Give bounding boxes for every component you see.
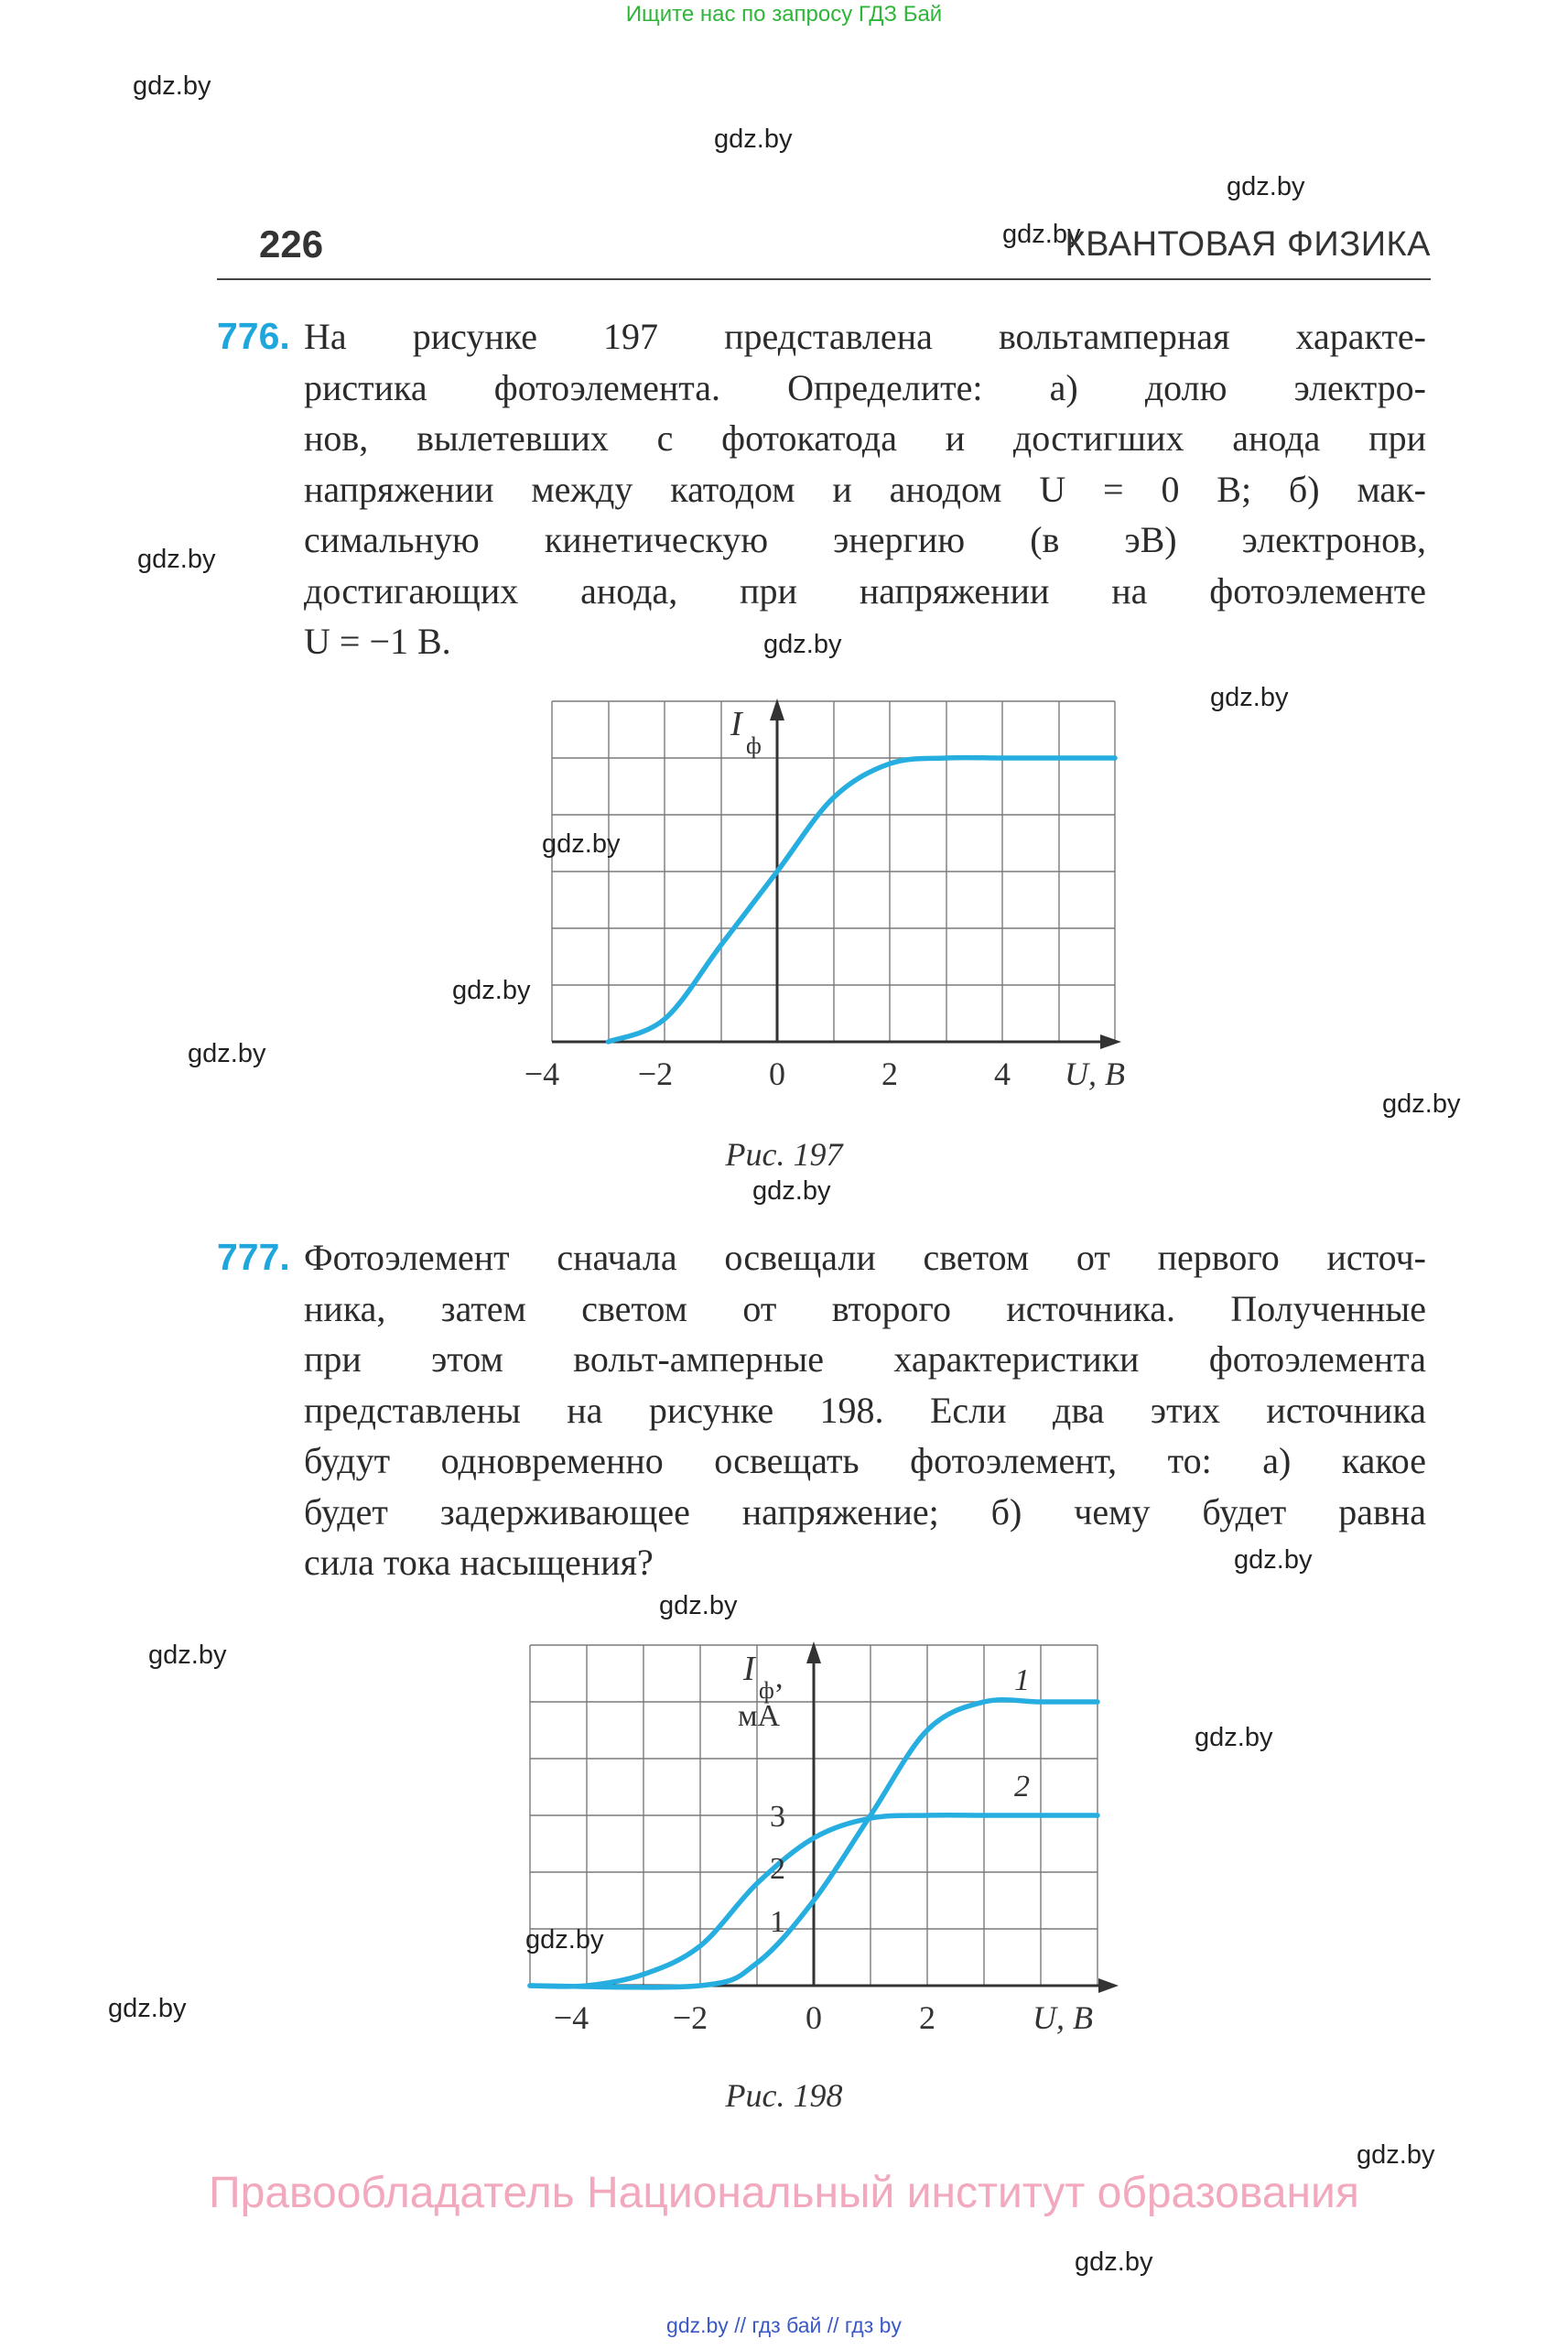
tick-label: 4 — [994, 1056, 1011, 1092]
text-line: будет задерживающее напряжение; б) чему будет равна — [304, 1490, 1426, 1532]
tick-label: −2 — [637, 1056, 674, 1092]
figure-198-caption: Рис. 198 — [725, 2077, 843, 2114]
y-axis-label: I — [730, 705, 742, 743]
text-line: представлены на рисунке 198. Если два этих источника — [304, 1389, 1426, 1431]
watermark: gdz.by — [1195, 1723, 1273, 1752]
tick-label: −4 — [524, 1056, 560, 1092]
tick-label: −4 — [553, 1999, 589, 2036]
tick-label: 2 — [919, 1999, 935, 2036]
text-line: при этом вольт-амперные характеристики фотоэлемента — [304, 1338, 1426, 1380]
tick-label: 3 — [770, 1800, 785, 1834]
watermark: gdz.by — [108, 1994, 187, 2023]
text-line: ристика фотоэлемента. Определите: а) долю электро- — [304, 366, 1426, 408]
page-number: 226 — [259, 222, 324, 265]
text-line: Фотоэлемент сначала освещали светом от первого источ- — [304, 1237, 1426, 1278]
watermark: gdz.by — [148, 1641, 227, 1670]
watermark: gdz.by — [1227, 172, 1305, 201]
x-axis-arrow — [1100, 1034, 1121, 1049]
problem-777-text — [304, 1232, 1426, 1588]
watermark: gdz.by — [714, 125, 793, 154]
y-axis-unit: мА — [738, 1699, 781, 1733]
series-label-1: 1 — [1014, 1663, 1030, 1697]
axes — [552, 699, 1121, 1049]
y-axis-label-subscript: ф — [746, 732, 762, 759]
watermark: gdz.by — [752, 1176, 831, 1206]
watermark: gdz.by — [525, 1925, 604, 1955]
watermark: gdz.by — [1075, 2247, 1153, 2277]
text-line: напряжении между катодом и анодом U = 0 В; б) мак- — [304, 468, 1426, 510]
text-line: достигающих анода, при напряжении на фотоэлементе — [304, 569, 1426, 612]
x-axis-unit: U, В — [1033, 1999, 1093, 2036]
problem-777-number: 777. — [217, 1236, 290, 1278]
watermark: gdz.by — [1357, 2140, 1435, 2170]
watermark: gdz.by — [1210, 683, 1289, 712]
text-line: нов, вылетевших с фотокатода и достигших анода при — [304, 417, 1426, 459]
text-line: симальную кинетическую энергию (в эВ) электронов, — [304, 519, 1426, 560]
series-line — [609, 758, 1116, 1042]
watermark: gdz.by — [1002, 220, 1081, 249]
text-line: U = −1 В. — [304, 621, 451, 662]
header-rule — [217, 278, 1431, 280]
x-axis-arrow — [1098, 1978, 1119, 1993]
problem-776-text — [304, 311, 1426, 667]
watermark: gdz.by — [763, 630, 842, 659]
top-search-note: Ищите нас по запросу ГДЗ Бай — [625, 2, 943, 27]
watermark: gdz.by — [133, 71, 211, 101]
y-axis-label-subscript: ф — [759, 1677, 774, 1704]
tick-label: −2 — [672, 1999, 708, 2036]
watermark: gdz.by — [137, 545, 216, 574]
figure-197-caption: Рис. 197 — [725, 1136, 843, 1173]
y-axis-label-comma: , — [775, 1661, 784, 1695]
series-label-2: 2 — [1014, 1770, 1030, 1803]
tick-label: 0 — [769, 1056, 785, 1092]
tick-label: 0 — [806, 1999, 822, 2036]
watermark: gdz.by — [1382, 1089, 1461, 1119]
watermark: gdz.by — [542, 829, 621, 859]
grid — [552, 701, 1115, 1042]
text-line: На рисунке 197 представлена вольтамперная характе- — [304, 316, 1426, 357]
text-line: сила тока насыщения? — [304, 1542, 654, 1583]
figure-197-chart — [439, 691, 1172, 1131]
figure-198-chart — [513, 1634, 1144, 2037]
text-line: будут одновременно освещать фотоэлемент, то: а) какое — [304, 1440, 1426, 1481]
watermark: gdz.by — [1234, 1545, 1313, 1575]
section-title: КВАНТОВАЯ ФИЗИКА — [1065, 225, 1431, 264]
problem-776-number: 776. — [217, 315, 290, 357]
tick-label: 2 — [881, 1056, 898, 1092]
tick-label: 2 — [770, 1852, 785, 1886]
watermark: gdz.by — [188, 1039, 266, 1068]
tick-label: 1 — [770, 1905, 785, 1939]
footer-links: gdz.by // гдз бай // гдз by — [666, 2313, 902, 2337]
watermark: gdz.by — [452, 976, 531, 1005]
watermark: gdz.by — [659, 1591, 738, 1620]
y-axis-label: I — [743, 1650, 755, 1688]
x-axis-unit: U, В — [1065, 1056, 1125, 1092]
text-line: ника, затем светом от второго источника. Полученные — [304, 1287, 1426, 1329]
copyright-notice: Правообладатель Национальный институт образования — [209, 2169, 1359, 2217]
